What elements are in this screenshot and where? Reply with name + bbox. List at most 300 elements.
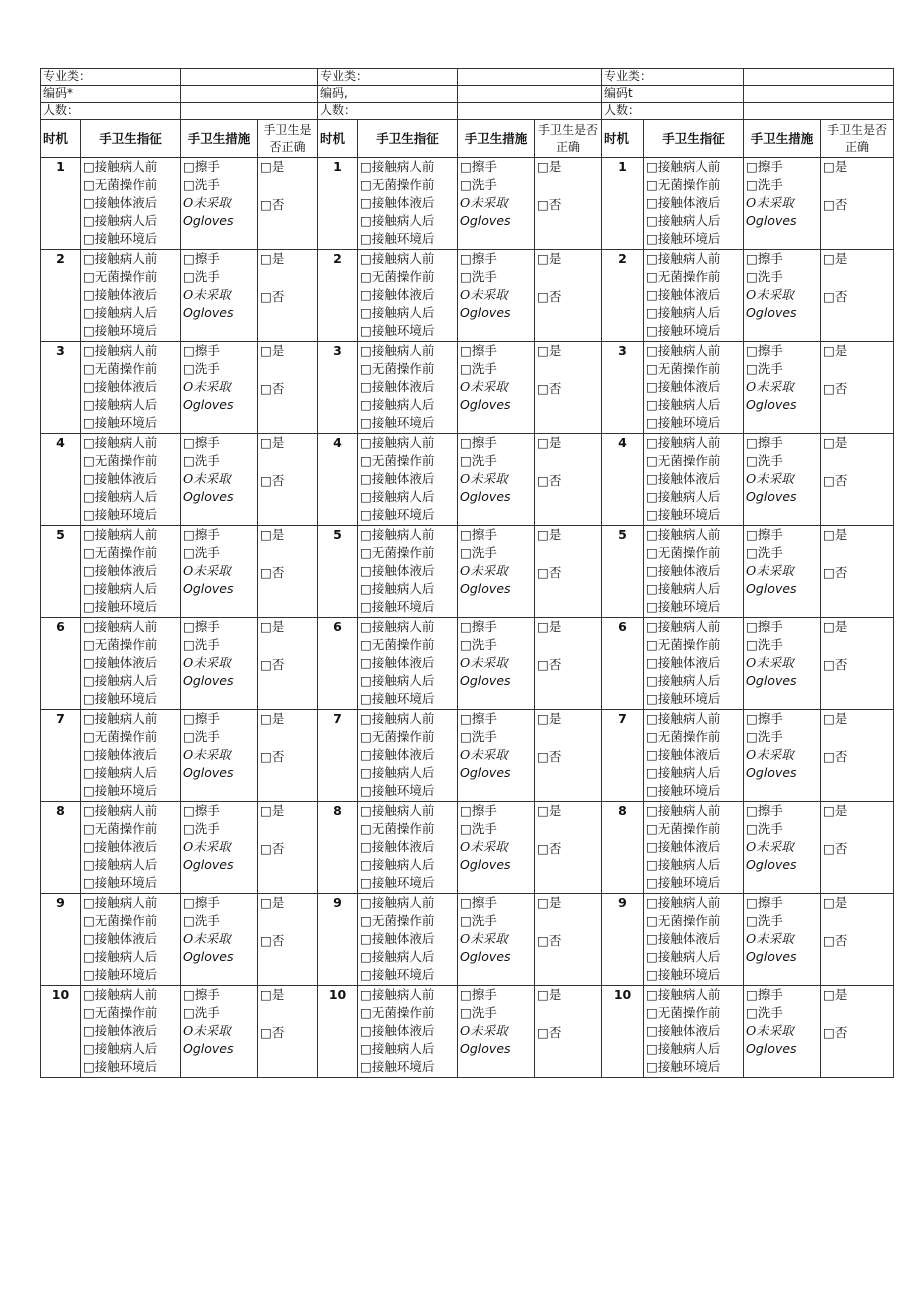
indication-checkbox[interactable]: □接触病人前: [646, 159, 721, 174]
indication-checkbox[interactable]: □接触环境后: [360, 599, 435, 614]
correct-no-checkbox[interactable]: □否: [260, 565, 285, 580]
measure-not-taken-option[interactable]: O未采取: [460, 471, 508, 486]
indication-checkbox[interactable]: □无菌操作前: [360, 545, 435, 560]
measure-rub-checkbox[interactable]: □擦手: [460, 895, 497, 910]
indication-checkbox[interactable]: □接触病人前: [83, 251, 158, 266]
indication-checkbox[interactable]: □接触病人后: [646, 673, 721, 688]
indication-checkbox[interactable]: □接触环境后: [360, 967, 435, 982]
measure-wash-checkbox[interactable]: □洗手: [183, 729, 220, 744]
measure-wash-checkbox[interactable]: □洗手: [460, 361, 497, 376]
indication-checkbox[interactable]: □接触病人后: [646, 489, 721, 504]
measure-rub-checkbox[interactable]: □擦手: [183, 527, 220, 542]
indication-checkbox[interactable]: □接触病人前: [360, 803, 435, 818]
correct-no-checkbox[interactable]: □否: [260, 933, 285, 948]
measure-rub-checkbox[interactable]: □擦手: [460, 435, 497, 450]
correct-no-checkbox[interactable]: □否: [537, 933, 562, 948]
correct-no-checkbox[interactable]: □否: [537, 1025, 562, 1040]
indication-checkbox[interactable]: □接触体液后: [360, 471, 435, 486]
indication-checkbox[interactable]: □接触环境后: [83, 231, 158, 246]
measure-wash-checkbox[interactable]: □洗手: [183, 269, 220, 284]
measure-not-taken-option[interactable]: O未采取: [183, 287, 231, 302]
measure-wash-checkbox[interactable]: □洗手: [460, 453, 497, 468]
indication-checkbox[interactable]: □接触体液后: [360, 1023, 435, 1038]
measure-wash-checkbox[interactable]: □洗手: [460, 821, 497, 836]
indication-checkbox[interactable]: □无菌操作前: [360, 913, 435, 928]
measure-not-taken-option[interactable]: O未采取: [460, 379, 508, 394]
correct-no-checkbox[interactable]: □否: [260, 749, 285, 764]
measure-rub-checkbox[interactable]: □擦手: [183, 435, 220, 450]
indication-checkbox[interactable]: □接触环境后: [646, 691, 721, 706]
indication-checkbox[interactable]: □无菌操作前: [83, 637, 158, 652]
dept-field[interactable]: [458, 69, 602, 86]
indication-checkbox[interactable]: □接触环境后: [360, 415, 435, 430]
measure-rub-checkbox[interactable]: □擦手: [183, 343, 220, 358]
measure-not-taken-option[interactable]: O未采取: [183, 379, 231, 394]
measure-wash-checkbox[interactable]: □洗手: [183, 177, 220, 192]
indication-checkbox[interactable]: □接触环境后: [83, 599, 158, 614]
measure-gloves-option[interactable]: Ogloves: [183, 765, 234, 780]
correct-yes-checkbox[interactable]: □是: [537, 895, 562, 910]
measure-gloves-option[interactable]: Ogloves: [183, 949, 234, 964]
measure-not-taken-option[interactable]: O未采取: [460, 563, 508, 578]
correct-yes-checkbox[interactable]: □是: [537, 619, 562, 634]
correct-yes-checkbox[interactable]: □是: [823, 435, 848, 450]
measure-gloves-option[interactable]: Ogloves: [183, 857, 234, 872]
indication-checkbox[interactable]: □接触病人后: [646, 949, 721, 964]
indication-checkbox[interactable]: □接触体液后: [83, 655, 158, 670]
measure-wash-checkbox[interactable]: □洗手: [746, 1005, 783, 1020]
indication-checkbox[interactable]: □无菌操作前: [646, 1005, 721, 1020]
measure-rub-checkbox[interactable]: □擦手: [183, 711, 220, 726]
indication-checkbox[interactable]: □接触体液后: [83, 931, 158, 946]
indication-checkbox[interactable]: □接触环境后: [83, 415, 158, 430]
indication-checkbox[interactable]: □接触病人前: [360, 527, 435, 542]
measure-not-taken-option[interactable]: O未采取: [746, 655, 794, 670]
correct-yes-checkbox[interactable]: □是: [537, 803, 562, 818]
indication-checkbox[interactable]: □接触病人前: [360, 711, 435, 726]
indication-checkbox[interactable]: □接触病人前: [360, 343, 435, 358]
measure-not-taken-option[interactable]: O未采取: [183, 931, 231, 946]
indication-checkbox[interactable]: □接触体液后: [83, 287, 158, 302]
dept-field[interactable]: [181, 69, 318, 86]
dept-field[interactable]: [744, 69, 894, 86]
measure-rub-checkbox[interactable]: □擦手: [746, 159, 783, 174]
measure-not-taken-option[interactable]: O未采取: [746, 379, 794, 394]
indication-checkbox[interactable]: □无菌操作前: [83, 729, 158, 744]
measure-not-taken-option[interactable]: O未采取: [460, 839, 508, 854]
measure-gloves-option[interactable]: Ogloves: [746, 673, 797, 688]
correct-no-checkbox[interactable]: □否: [823, 1025, 848, 1040]
indication-checkbox[interactable]: □无菌操作前: [360, 729, 435, 744]
correct-no-checkbox[interactable]: □否: [823, 289, 848, 304]
correct-yes-checkbox[interactable]: □是: [537, 711, 562, 726]
indication-checkbox[interactable]: □接触体液后: [83, 1023, 158, 1038]
indication-checkbox[interactable]: □无菌操作前: [646, 269, 721, 284]
correct-no-checkbox[interactable]: □否: [537, 473, 562, 488]
code-field[interactable]: [744, 86, 894, 103]
indication-checkbox[interactable]: □无菌操作前: [83, 821, 158, 836]
correct-yes-checkbox[interactable]: □是: [260, 895, 285, 910]
indication-checkbox[interactable]: □接触病人前: [83, 527, 158, 542]
indication-checkbox[interactable]: □接触病人前: [83, 803, 158, 818]
indication-checkbox[interactable]: □无菌操作前: [360, 269, 435, 284]
measure-not-taken-option[interactable]: O未采取: [746, 563, 794, 578]
indication-checkbox[interactable]: □接触病人前: [83, 343, 158, 358]
measure-wash-checkbox[interactable]: □洗手: [746, 821, 783, 836]
measure-not-taken-option[interactable]: O未采取: [746, 1023, 794, 1038]
measure-rub-checkbox[interactable]: □擦手: [460, 619, 497, 634]
indication-checkbox[interactable]: □接触体液后: [360, 839, 435, 854]
measure-rub-checkbox[interactable]: □擦手: [183, 895, 220, 910]
indication-checkbox[interactable]: □接触环境后: [646, 507, 721, 522]
measure-gloves-option[interactable]: Ogloves: [460, 673, 511, 688]
code-field[interactable]: [181, 86, 318, 103]
measure-gloves-option[interactable]: Ogloves: [746, 949, 797, 964]
indication-checkbox[interactable]: □接触体液后: [360, 747, 435, 762]
indication-checkbox[interactable]: □接触环境后: [360, 231, 435, 246]
indication-checkbox[interactable]: □接触环境后: [83, 967, 158, 982]
indication-checkbox[interactable]: □接触体液后: [83, 839, 158, 854]
measure-wash-checkbox[interactable]: □洗手: [746, 545, 783, 560]
correct-yes-checkbox[interactable]: □是: [260, 711, 285, 726]
indication-checkbox[interactable]: □接触环境后: [360, 1059, 435, 1074]
correct-no-checkbox[interactable]: □否: [537, 565, 562, 580]
indication-checkbox[interactable]: □接触环境后: [83, 691, 158, 706]
indication-checkbox[interactable]: □接触病人后: [83, 397, 158, 412]
indication-checkbox[interactable]: □接触病人后: [360, 489, 435, 504]
measure-not-taken-option[interactable]: O未采取: [183, 1023, 231, 1038]
measure-not-taken-option[interactable]: O未采取: [746, 931, 794, 946]
count-field[interactable]: [744, 103, 894, 120]
indication-checkbox[interactable]: □无菌操作前: [83, 453, 158, 468]
measure-wash-checkbox[interactable]: □洗手: [183, 545, 220, 560]
indication-checkbox[interactable]: □无菌操作前: [646, 821, 721, 836]
measure-gloves-option[interactable]: Ogloves: [746, 397, 797, 412]
indication-checkbox[interactable]: □接触环境后: [83, 1059, 158, 1074]
indication-checkbox[interactable]: □接触病人前: [646, 619, 721, 634]
measure-rub-checkbox[interactable]: □擦手: [746, 527, 783, 542]
measure-gloves-option[interactable]: Ogloves: [746, 581, 797, 596]
correct-no-checkbox[interactable]: □否: [260, 1025, 285, 1040]
measure-wash-checkbox[interactable]: □洗手: [460, 545, 497, 560]
measure-gloves-option[interactable]: Ogloves: [183, 397, 234, 412]
measure-not-taken-option[interactable]: O未采取: [460, 287, 508, 302]
indication-checkbox[interactable]: □无菌操作前: [83, 177, 158, 192]
measure-gloves-option[interactable]: Ogloves: [746, 489, 797, 504]
indication-checkbox[interactable]: □无菌操作前: [646, 637, 721, 652]
indication-checkbox[interactable]: □接触环境后: [83, 783, 158, 798]
correct-yes-checkbox[interactable]: □是: [823, 527, 848, 542]
measure-wash-checkbox[interactable]: □洗手: [460, 637, 497, 652]
correct-yes-checkbox[interactable]: □是: [823, 895, 848, 910]
measure-not-taken-option[interactable]: O未采取: [746, 747, 794, 762]
measure-not-taken-option[interactable]: O未采取: [460, 195, 508, 210]
indication-checkbox[interactable]: □接触体液后: [646, 379, 721, 394]
indication-checkbox[interactable]: □接触病人前: [646, 987, 721, 1002]
indication-checkbox[interactable]: □接触环境后: [646, 231, 721, 246]
correct-yes-checkbox[interactable]: □是: [260, 159, 285, 174]
indication-checkbox[interactable]: □无菌操作前: [83, 1005, 158, 1020]
indication-checkbox[interactable]: □接触体液后: [83, 563, 158, 578]
measure-gloves-option[interactable]: Ogloves: [183, 305, 234, 320]
measure-wash-checkbox[interactable]: □洗手: [460, 913, 497, 928]
measure-gloves-option[interactable]: Ogloves: [460, 397, 511, 412]
correct-yes-checkbox[interactable]: □是: [260, 343, 285, 358]
indication-checkbox[interactable]: □接触病人后: [83, 857, 158, 872]
measure-rub-checkbox[interactable]: □擦手: [460, 527, 497, 542]
correct-no-checkbox[interactable]: □否: [260, 381, 285, 396]
correct-yes-checkbox[interactable]: □是: [823, 619, 848, 634]
indication-checkbox[interactable]: □接触病人前: [360, 159, 435, 174]
indication-checkbox[interactable]: □无菌操作前: [360, 361, 435, 376]
correct-yes-checkbox[interactable]: □是: [537, 435, 562, 450]
measure-gloves-option[interactable]: Ogloves: [460, 1041, 511, 1056]
measure-gloves-option[interactable]: Ogloves: [460, 213, 511, 228]
indication-checkbox[interactable]: □接触体液后: [646, 471, 721, 486]
measure-wash-checkbox[interactable]: □洗手: [460, 269, 497, 284]
indication-checkbox[interactable]: □接触环境后: [83, 875, 158, 890]
indication-checkbox[interactable]: □接触体液后: [83, 379, 158, 394]
indication-checkbox[interactable]: □接触体液后: [360, 379, 435, 394]
indication-checkbox[interactable]: □接触病人前: [646, 251, 721, 266]
measure-rub-checkbox[interactable]: □擦手: [460, 251, 497, 266]
measure-gloves-option[interactable]: Ogloves: [746, 305, 797, 320]
correct-yes-checkbox[interactable]: □是: [823, 343, 848, 358]
measure-not-taken-option[interactable]: O未采取: [183, 747, 231, 762]
indication-checkbox[interactable]: □接触病人后: [83, 673, 158, 688]
measure-not-taken-option[interactable]: O未采取: [746, 471, 794, 486]
measure-rub-checkbox[interactable]: □擦手: [746, 803, 783, 818]
measure-rub-checkbox[interactable]: □擦手: [460, 711, 497, 726]
measure-wash-checkbox[interactable]: □洗手: [746, 269, 783, 284]
indication-checkbox[interactable]: □接触病人前: [83, 159, 158, 174]
indication-checkbox[interactable]: □接触环境后: [646, 599, 721, 614]
correct-yes-checkbox[interactable]: □是: [260, 527, 285, 542]
measure-gloves-option[interactable]: Ogloves: [746, 213, 797, 228]
correct-yes-checkbox[interactable]: □是: [823, 159, 848, 174]
measure-gloves-option[interactable]: Ogloves: [460, 305, 511, 320]
indication-checkbox[interactable]: □无菌操作前: [83, 913, 158, 928]
indication-checkbox[interactable]: □接触病人后: [360, 581, 435, 596]
correct-yes-checkbox[interactable]: □是: [823, 711, 848, 726]
correct-no-checkbox[interactable]: □否: [260, 289, 285, 304]
indication-checkbox[interactable]: □接触体液后: [360, 287, 435, 302]
indication-checkbox[interactable]: □接触病人前: [83, 435, 158, 450]
measure-wash-checkbox[interactable]: □洗手: [746, 453, 783, 468]
measure-rub-checkbox[interactable]: □擦手: [460, 803, 497, 818]
measure-gloves-option[interactable]: Ogloves: [746, 857, 797, 872]
correct-no-checkbox[interactable]: □否: [823, 565, 848, 580]
indication-checkbox[interactable]: □接触体液后: [646, 655, 721, 670]
indication-checkbox[interactable]: □无菌操作前: [360, 453, 435, 468]
correct-yes-checkbox[interactable]: □是: [260, 251, 285, 266]
measure-wash-checkbox[interactable]: □洗手: [183, 361, 220, 376]
indication-checkbox[interactable]: □接触病人后: [646, 213, 721, 228]
measure-wash-checkbox[interactable]: □洗手: [746, 361, 783, 376]
measure-wash-checkbox[interactable]: □洗手: [183, 637, 220, 652]
measure-rub-checkbox[interactable]: □擦手: [183, 987, 220, 1002]
measure-rub-checkbox[interactable]: □擦手: [183, 619, 220, 634]
indication-checkbox[interactable]: □无菌操作前: [360, 177, 435, 192]
indication-checkbox[interactable]: □接触体液后: [83, 747, 158, 762]
measure-wash-checkbox[interactable]: □洗手: [460, 1005, 497, 1020]
indication-checkbox[interactable]: □接触体液后: [360, 195, 435, 210]
indication-checkbox[interactable]: □接触环境后: [646, 415, 721, 430]
indication-checkbox[interactable]: □无菌操作前: [83, 361, 158, 376]
measure-not-taken-option[interactable]: O未采取: [183, 471, 231, 486]
correct-yes-checkbox[interactable]: □是: [537, 343, 562, 358]
indication-checkbox[interactable]: □接触环境后: [360, 323, 435, 338]
indication-checkbox[interactable]: □接触环境后: [646, 1059, 721, 1074]
measure-rub-checkbox[interactable]: □擦手: [460, 159, 497, 174]
indication-checkbox[interactable]: □接触体液后: [83, 195, 158, 210]
measure-wash-checkbox[interactable]: □洗手: [183, 821, 220, 836]
measure-gloves-option[interactable]: Ogloves: [183, 1041, 234, 1056]
indication-checkbox[interactable]: □接触病人后: [360, 1041, 435, 1056]
indication-checkbox[interactable]: □接触病人后: [646, 857, 721, 872]
indication-checkbox[interactable]: □无菌操作前: [360, 637, 435, 652]
indication-checkbox[interactable]: □接触病人后: [360, 397, 435, 412]
measure-rub-checkbox[interactable]: □擦手: [746, 987, 783, 1002]
indication-checkbox[interactable]: □接触体液后: [646, 563, 721, 578]
measure-wash-checkbox[interactable]: □洗手: [460, 729, 497, 744]
correct-no-checkbox[interactable]: □否: [537, 197, 562, 212]
indication-checkbox[interactable]: □接触体液后: [360, 563, 435, 578]
measure-gloves-option[interactable]: Ogloves: [746, 1041, 797, 1056]
measure-not-taken-option[interactable]: O未采取: [183, 195, 231, 210]
correct-no-checkbox[interactable]: □否: [823, 381, 848, 396]
indication-checkbox[interactable]: □接触病人后: [646, 1041, 721, 1056]
measure-gloves-option[interactable]: Ogloves: [460, 857, 511, 872]
measure-not-taken-option[interactable]: O未采取: [460, 931, 508, 946]
indication-checkbox[interactable]: □接触病人前: [646, 895, 721, 910]
indication-checkbox[interactable]: □接触病人后: [83, 489, 158, 504]
measure-not-taken-option[interactable]: O未采取: [183, 563, 231, 578]
correct-yes-checkbox[interactable]: □是: [823, 987, 848, 1002]
count-field[interactable]: [181, 103, 318, 120]
indication-checkbox[interactable]: □接触病人前: [83, 619, 158, 634]
indication-checkbox[interactable]: □接触体液后: [646, 1023, 721, 1038]
measure-wash-checkbox[interactable]: □洗手: [746, 913, 783, 928]
indication-checkbox[interactable]: □无菌操作前: [646, 729, 721, 744]
correct-no-checkbox[interactable]: □否: [537, 289, 562, 304]
indication-checkbox[interactable]: □接触病人前: [83, 895, 158, 910]
correct-no-checkbox[interactable]: □否: [823, 749, 848, 764]
indication-checkbox[interactable]: □接触体液后: [646, 931, 721, 946]
measure-not-taken-option[interactable]: O未采取: [746, 195, 794, 210]
indication-checkbox[interactable]: □接触病人前: [83, 711, 158, 726]
correct-yes-checkbox[interactable]: □是: [260, 803, 285, 818]
correct-yes-checkbox[interactable]: □是: [260, 987, 285, 1002]
correct-yes-checkbox[interactable]: □是: [260, 619, 285, 634]
measure-gloves-option[interactable]: Ogloves: [183, 213, 234, 228]
measure-rub-checkbox[interactable]: □擦手: [746, 619, 783, 634]
measure-wash-checkbox[interactable]: □洗手: [183, 453, 220, 468]
indication-checkbox[interactable]: □接触病人前: [646, 711, 721, 726]
measure-rub-checkbox[interactable]: □擦手: [183, 803, 220, 818]
indication-checkbox[interactable]: □接触病人后: [646, 397, 721, 412]
indication-checkbox[interactable]: □接触环境后: [646, 967, 721, 982]
correct-no-checkbox[interactable]: □否: [537, 381, 562, 396]
correct-no-checkbox[interactable]: □否: [823, 933, 848, 948]
correct-yes-checkbox[interactable]: □是: [823, 803, 848, 818]
measure-wash-checkbox[interactable]: □洗手: [746, 637, 783, 652]
indication-checkbox[interactable]: □接触病人前: [360, 619, 435, 634]
correct-no-checkbox[interactable]: □否: [823, 841, 848, 856]
indication-checkbox[interactable]: □接触体液后: [646, 747, 721, 762]
correct-yes-checkbox[interactable]: □是: [537, 527, 562, 542]
measure-rub-checkbox[interactable]: □擦手: [746, 251, 783, 266]
indication-checkbox[interactable]: □接触病人后: [83, 213, 158, 228]
measure-rub-checkbox[interactable]: □擦手: [183, 159, 220, 174]
measure-gloves-option[interactable]: Ogloves: [183, 489, 234, 504]
indication-checkbox[interactable]: □接触环境后: [83, 507, 158, 522]
indication-checkbox[interactable]: □接触体液后: [646, 195, 721, 210]
indication-checkbox[interactable]: □接触环境后: [360, 875, 435, 890]
measure-not-taken-option[interactable]: O未采取: [746, 839, 794, 854]
indication-checkbox[interactable]: □接触体液后: [646, 839, 721, 854]
indication-checkbox[interactable]: □接触病人后: [360, 673, 435, 688]
measure-not-taken-option[interactable]: O未采取: [183, 839, 231, 854]
measure-not-taken-option[interactable]: O未采取: [460, 1023, 508, 1038]
measure-rub-checkbox[interactable]: □擦手: [746, 895, 783, 910]
indication-checkbox[interactable]: □无菌操作前: [646, 453, 721, 468]
indication-checkbox[interactable]: □接触病人后: [83, 581, 158, 596]
correct-no-checkbox[interactable]: □否: [260, 473, 285, 488]
correct-yes-checkbox[interactable]: □是: [537, 251, 562, 266]
measure-gloves-option[interactable]: Ogloves: [460, 765, 511, 780]
measure-rub-checkbox[interactable]: □擦手: [460, 343, 497, 358]
correct-yes-checkbox[interactable]: □是: [537, 987, 562, 1002]
indication-checkbox[interactable]: □无菌操作前: [646, 545, 721, 560]
measure-rub-checkbox[interactable]: □擦手: [746, 435, 783, 450]
indication-checkbox[interactable]: □接触环境后: [646, 875, 721, 890]
indication-checkbox[interactable]: □接触病人后: [83, 765, 158, 780]
indication-checkbox[interactable]: □接触环境后: [360, 507, 435, 522]
indication-checkbox[interactable]: □接触体液后: [360, 655, 435, 670]
measure-not-taken-option[interactable]: O未采取: [746, 287, 794, 302]
indication-checkbox[interactable]: □接触病人后: [83, 305, 158, 320]
measure-wash-checkbox[interactable]: □洗手: [460, 177, 497, 192]
measure-gloves-option[interactable]: Ogloves: [183, 581, 234, 596]
correct-no-checkbox[interactable]: □否: [537, 841, 562, 856]
indication-checkbox[interactable]: □接触病人后: [83, 949, 158, 964]
indication-checkbox[interactable]: □接触病人后: [646, 765, 721, 780]
correct-no-checkbox[interactable]: □否: [260, 657, 285, 672]
indication-checkbox[interactable]: □接触病人后: [360, 305, 435, 320]
measure-rub-checkbox[interactable]: □擦手: [746, 711, 783, 726]
correct-yes-checkbox[interactable]: □是: [260, 435, 285, 450]
correct-no-checkbox[interactable]: □否: [537, 749, 562, 764]
indication-checkbox[interactable]: □接触体液后: [83, 471, 158, 486]
indication-checkbox[interactable]: □无菌操作前: [83, 269, 158, 284]
measure-rub-checkbox[interactable]: □擦手: [183, 251, 220, 266]
code-field[interactable]: [458, 86, 602, 103]
indication-checkbox[interactable]: □接触病人前: [646, 527, 721, 542]
indication-checkbox[interactable]: □接触病人前: [646, 803, 721, 818]
indication-checkbox[interactable]: □接触体液后: [360, 931, 435, 946]
indication-checkbox[interactable]: □无菌操作前: [360, 821, 435, 836]
correct-no-checkbox[interactable]: □否: [823, 473, 848, 488]
measure-wash-checkbox[interactable]: □洗手: [183, 913, 220, 928]
correct-no-checkbox[interactable]: □否: [823, 657, 848, 672]
indication-checkbox[interactable]: □无菌操作前: [646, 177, 721, 192]
indication-checkbox[interactable]: □接触病人前: [360, 251, 435, 266]
indication-checkbox[interactable]: □接触病人前: [360, 435, 435, 450]
indication-checkbox[interactable]: □接触病人前: [83, 987, 158, 1002]
measure-gloves-option[interactable]: Ogloves: [183, 673, 234, 688]
indication-checkbox[interactable]: □无菌操作前: [646, 361, 721, 376]
